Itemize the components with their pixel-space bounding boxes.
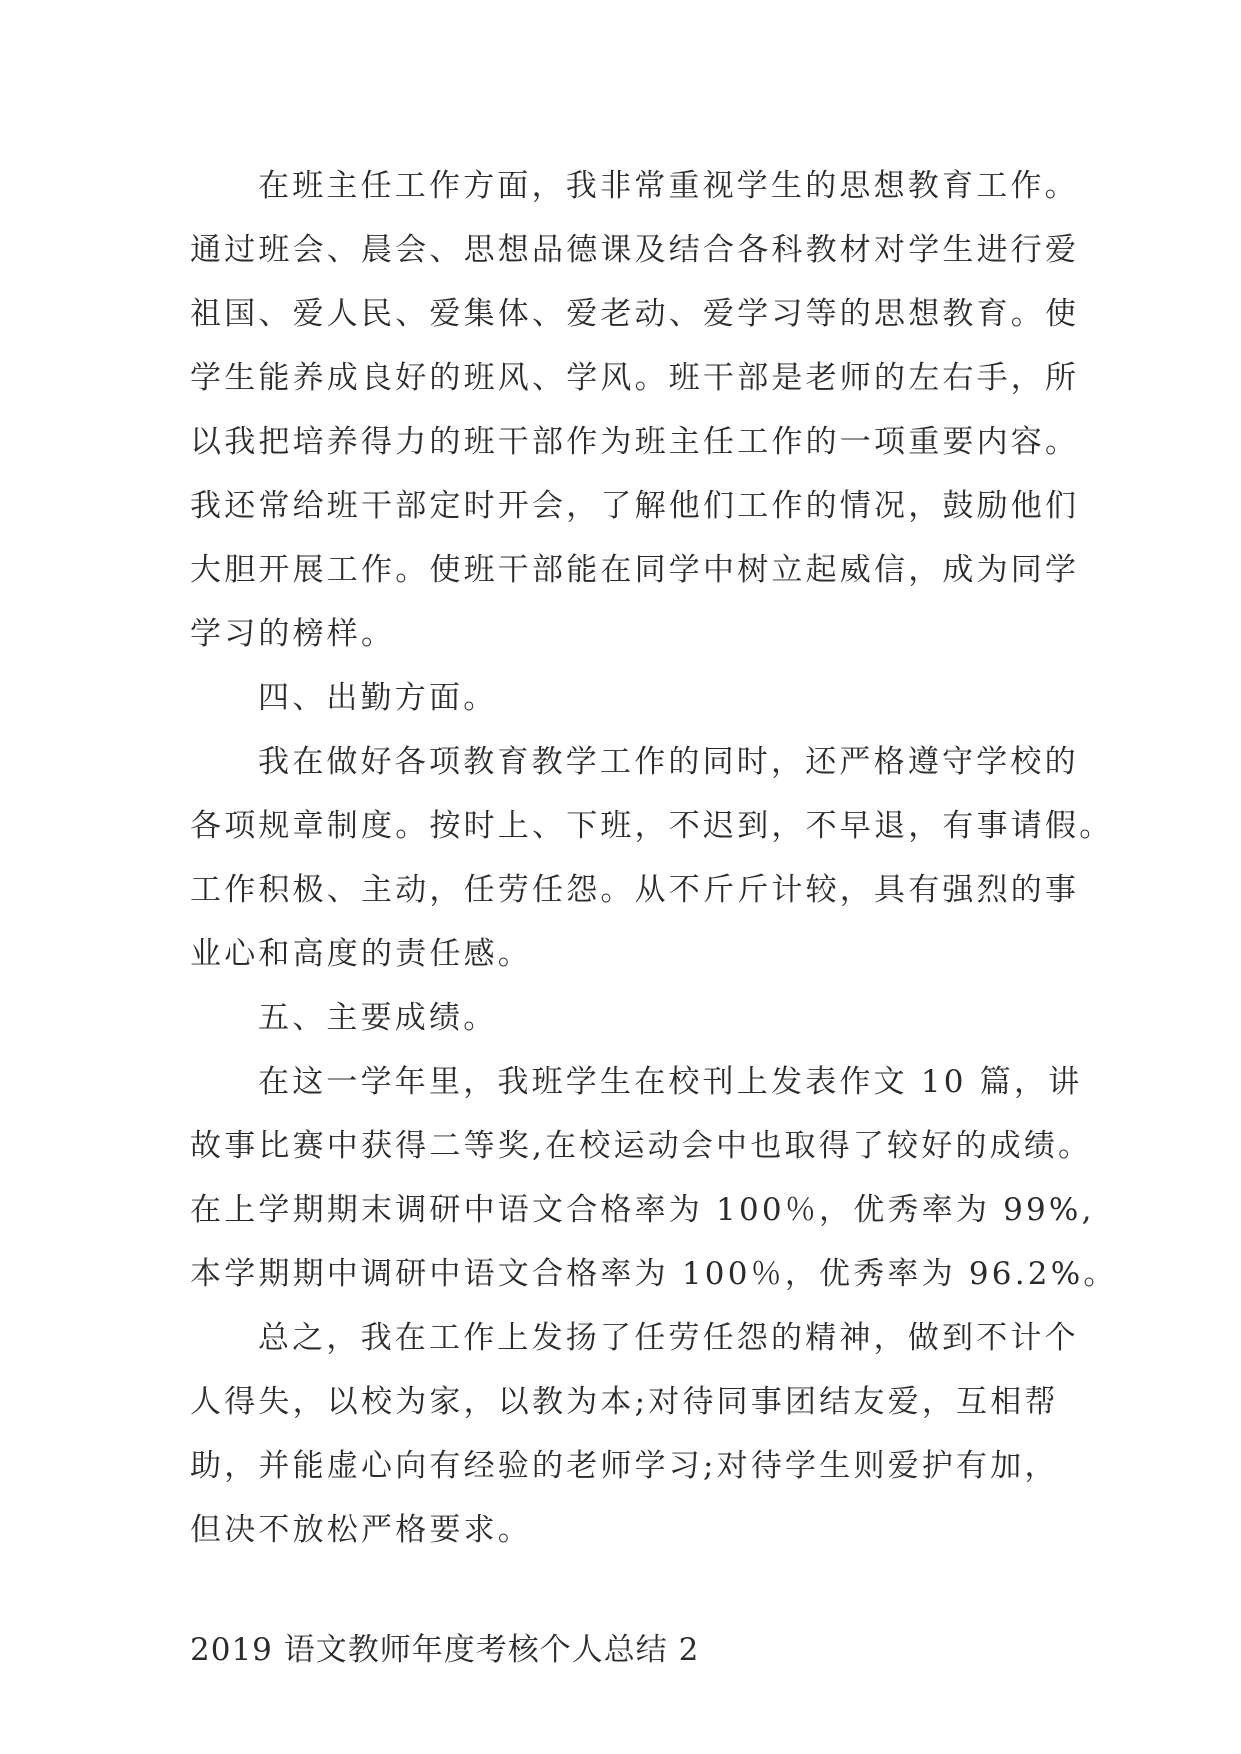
paragraph-line: 总之，我在工作上发扬了任劳任怨的精神，做到不计个 [258,1320,1079,1356]
paragraph-line: 大胆开展工作。使班干部能在同学中树立起威信，成为同学 [190,552,1080,588]
paragraph-line: 学生能养成良好的班风、学风。班干部是老师的左右手，所 [190,360,1080,396]
section-heading: 五、主要成绩。 [258,1000,498,1036]
paragraph-line: 人得失，以校为家，以教为本;对待同事团结友爱，互相帮 [190,1384,1059,1420]
paragraph-line: 通过班会、晨会、思想品德课及结合各科教材对学生进行爱 [190,232,1080,268]
paragraph-line: 学习的榜样。 [190,616,396,652]
paragraph-line: 但决不放松严格要求。 [190,1512,532,1548]
paragraph-line: 助，并能虚心向有经验的老师学习;对待学生则爱护有加， [190,1448,1059,1484]
paragraph-line: 在这一学年里，我班学生在校刊上发表作文 10 篇，讲 [258,1064,1083,1100]
paragraph-line: 祖国、爱人民、爱集体、爱老动、爱学习等的思想教育。使 [190,296,1080,332]
paragraph-line: 工作积极、主动，任劳任怨。从不斤斤计较，具有强烈的事 [190,872,1080,908]
paragraph-line: 我在做好各项教育教学工作的同时，还严格遵守学校的 [258,744,1079,780]
paragraph-line: 在上学期期末调研中语文合格率为 100％，优秀率为 99%, [190,1192,1095,1228]
paragraph-line: 以我把培养得力的班干部作为班主任工作的一项重要内容。 [190,424,1080,460]
paragraph-line: 业心和高度的责任感。 [190,936,532,972]
section-heading: 四、出勤方面。 [258,680,498,716]
paragraph-line: 本学期期中调研中语文合格率为 100％，优秀率为 96.2%。 [190,1256,1118,1292]
section-title: 2019 语文教师年度考核个人总结 2 [190,1632,700,1668]
paragraph-line: 在班主任工作方面，我非常重视学生的思想教育工作。 [258,168,1079,204]
paragraph-line: 各项规章制度。按时上、下班，不迟到，不早退，有事请假。 [190,808,1114,844]
paragraph-line: 故事比赛中获得二等奖,在校运动会中也取得了较好的成绩。 [190,1128,1093,1164]
paragraph-line: 我还常给班干部定时开会，了解他们工作的情况，鼓励他们 [190,488,1080,524]
